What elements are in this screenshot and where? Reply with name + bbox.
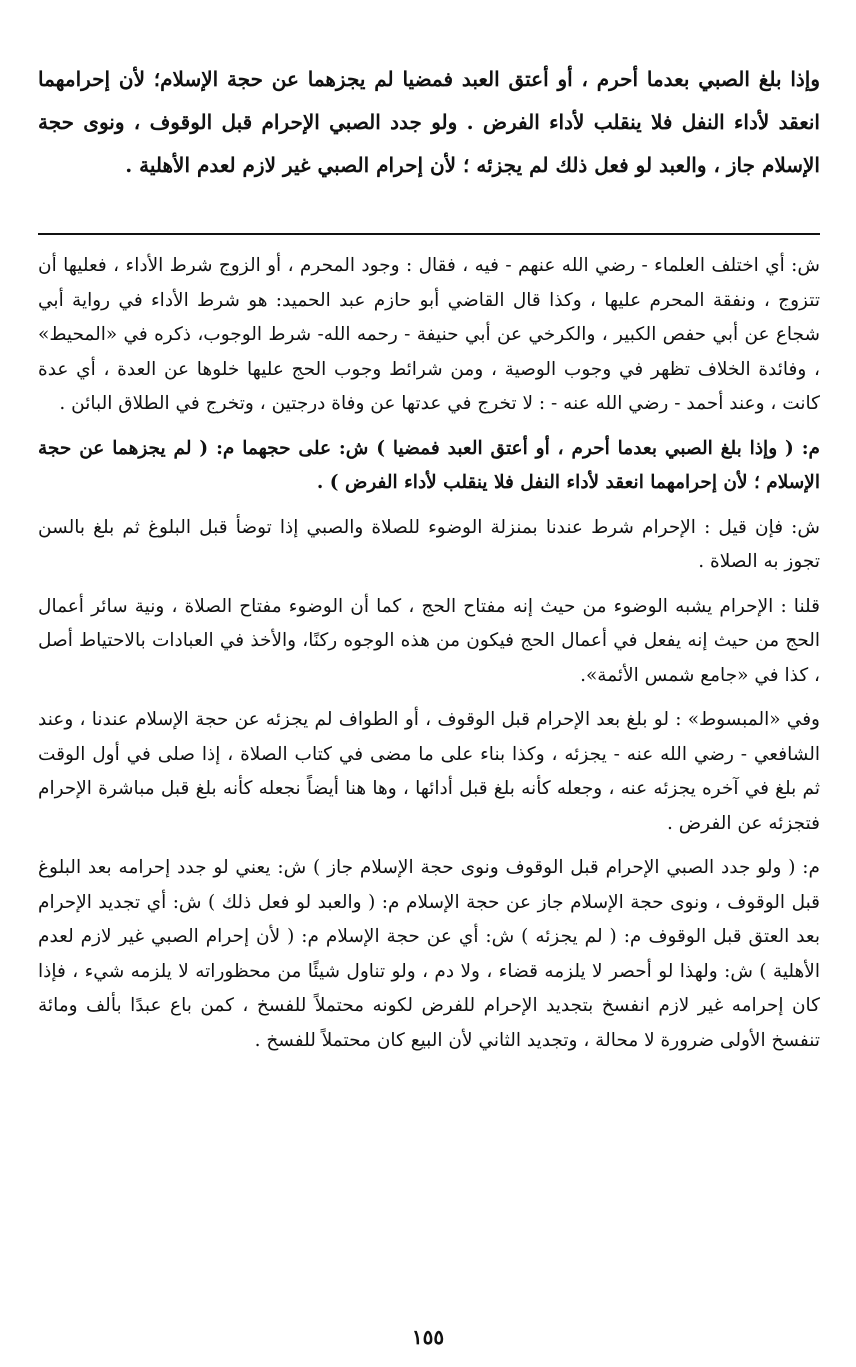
commentary-paragraph: قلنا : الإحرام يشبه الوضوء من حيث إنه مفتاح الحج ، كما أن الوضوء مفتاح الصلاة ، ونية سائر أعمال الحج من حيث إنه يفعل في أعمال الحج فيكون من هذه الوجوه ركنًا، والأخذ في العبادات بالاحتياط أصل ، كذا في «جامع شمس الأئمة». [38, 595, 820, 686]
commentary-paragraph: ش: أي اختلف العلماء - رضي الله عنهم - فيه ، فقال : وجود المحرم ، أو الزوج شرط الأداء ، فعليها أن تتزوج ، ونفقة المحرم عليها ، وكذا قال القاضي أبو حازم عبد الحميد: هو شرط الأداء في رواية أبي شجاع عن أبي حفص الكبير ، والكرخي عن أبي حنيفة - رحمه الله- شرط الوجوب، ذكره في «المحيط» ، وفائدة الخلاف تظهر في وجوب الوصية ، ومن شرائط وجوب الحج عليها خلوها عن العدة ، أي عدة كانت ، وعند أحمد - رضي الله عنه - : لا تخرج في عدتها عن وفاة درجتين ، وتخرج في الطلاق البائن . [38, 255, 820, 414]
page-number: ١٥٥ [411, 1325, 445, 1349]
footnote-divider [38, 233, 820, 235]
main-text: وإذا بلغ الصبي بعدما أحرم ، أو أعتق العبد فمضيا لم يجزهما عن حجة الإسلام؛ لأن إحرامهما انعقد لأداء النفل فلا ينقلب لأداء الفرض . ولو جدد الصبي الإحرام قبل الوقوف ، ونوى حجة الإسلام جاز ، والعبد لو فعل ذلك لم يجزئه ؛ لأن إحرام الصبي غير لازم لعدم الأهلية . [38, 67, 820, 177]
commentary-paragraph: ش: فإن قيل : الإحرام شرط عندنا بمنزلة الوضوء للصلاة والصبي إذا توضأ قبل البلوغ ثم بلغ بالسن تجوز به الصلاة . [38, 516, 820, 572]
commentary-paragraph: م: ( ولو جدد الصبي الإحرام قبل الوقوف ونوى حجة الإسلام جاز ) ش: يعني لو جدد إحرامه بعد البلوغ قبل الوقوف ، ونوى حجة الإسلام جاز عن حجة الإسلام م: ( والعبد لو فعل ذلك ) ش: أي تجديد الإحرام بعد العتق قبل الوقوف م: ( لم يجزئه ) ش: أي عن حجة الإسلام م: ( لأن إحرام الصبي غير لازم لعدم الأهلية ) ش: ولهذا لو أحصر لا يلزمه قضاء ، ولا دم ، ولو تناول شيئًا من محظوراته لا يلزمه شيء ، فإذا كان إحرامه غير لازم انفسخ بتجديد الإحرام للفرض لكونه محتملاً للفسخ ، كمن باع عبدًا بألف ومائة تنفسخ الأولى ضرورة لا محالة ، وتجديد الثاني لأن البيع كان محتملاً للفسخ . [38, 857, 820, 1051]
commentary-section [38, 249, 820, 1058]
commentary-paragraph: وفي «المبسوط» : لو بلغ بعد الإحرام قبل الوقوف ، أو الطواف لم يجزئه عن حجة الإسلام عندنا ، وعند الشافعي - رضي الله عنه - يجزئه ، وكذا بناء على ما مضى في كتاب الصلاة ، إذا صلى في أول الوقت ثم بلغ في آخره يجزئه عنه ، وجعله كأنه بلغ قبل أدائها ، وها هنا أيضاً نجعله كأنه بلغ قبل مباشرة الإحرام فتجزئه عن الفرض . [38, 709, 820, 834]
commentary-paragraph: م: ( وإذا بلغ الصبي بعدما أحرم ، أو أعتق العبد فمضيا ) ش: على حجهما م: ( لم يجزهما عن حجة الإسلام ؛ لأن إحرامهما انعقد لأداء النفل فلا ينقلب لأداء الفرض ) . [38, 437, 820, 493]
